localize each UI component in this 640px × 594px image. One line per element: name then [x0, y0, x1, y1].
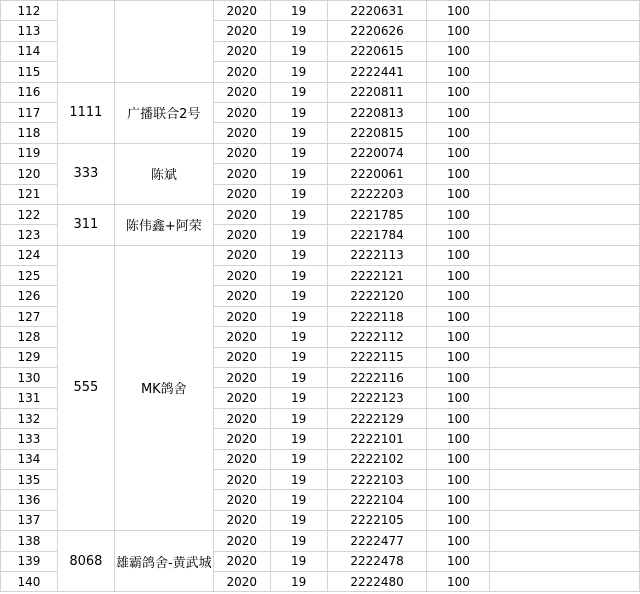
- count-cell[interactable]: 19: [270, 408, 327, 428]
- table-row: [1, 245, 640, 265]
- year-cell[interactable]: 2020: [213, 62, 270, 82]
- score-cell[interactable]: 100: [427, 571, 490, 591]
- score-cell[interactable]: 100: [427, 551, 490, 571]
- group-name-cell[interactable]: 陈斌: [114, 143, 213, 204]
- group-name-cell[interactable]: [114, 1, 213, 83]
- row-number-cell[interactable]: 128: [1, 327, 58, 347]
- row-number-cell[interactable]: 134: [1, 449, 58, 469]
- empty-cell[interactable]: [490, 388, 640, 408]
- score-cell[interactable]: 100: [427, 266, 490, 286]
- ring-number-cell[interactable]: 2222478: [327, 551, 427, 571]
- empty-cell[interactable]: [490, 62, 640, 82]
- count-cell[interactable]: 19: [270, 490, 327, 510]
- count-cell[interactable]: 19: [270, 327, 327, 347]
- empty-cell[interactable]: [490, 449, 640, 469]
- score-cell[interactable]: 100: [427, 225, 490, 245]
- ring-number-cell[interactable]: 2222203: [327, 184, 427, 204]
- row-number-cell[interactable]: 126: [1, 286, 58, 306]
- row-number-cell[interactable]: 117: [1, 102, 58, 122]
- score-cell[interactable]: 100: [427, 62, 490, 82]
- score-cell[interactable]: 100: [427, 429, 490, 449]
- empty-cell[interactable]: [490, 286, 640, 306]
- year-cell[interactable]: 2020: [213, 164, 270, 184]
- count-cell[interactable]: 19: [270, 62, 327, 82]
- count-cell[interactable]: 19: [270, 571, 327, 591]
- ring-number-cell[interactable]: 2222118: [327, 306, 427, 326]
- ring-number-cell[interactable]: 2222123: [327, 388, 427, 408]
- ring-number-cell[interactable]: 2222105: [327, 510, 427, 530]
- score-cell[interactable]: 100: [427, 143, 490, 163]
- ring-number-cell[interactable]: 2222104: [327, 490, 427, 510]
- year-cell[interactable]: 2020: [213, 286, 270, 306]
- count-cell[interactable]: 19: [270, 551, 327, 571]
- ring-number-cell[interactable]: 2222121: [327, 266, 427, 286]
- row-number-cell[interactable]: 122: [1, 204, 58, 224]
- ring-number-cell[interactable]: 2222115: [327, 347, 427, 367]
- row-number-cell[interactable]: 115: [1, 62, 58, 82]
- row-number-cell[interactable]: 125: [1, 266, 58, 286]
- row-number-cell[interactable]: 139: [1, 551, 58, 571]
- ring-number-cell[interactable]: 2220631: [327, 1, 427, 21]
- empty-cell[interactable]: [490, 164, 640, 184]
- year-cell[interactable]: 2020: [213, 82, 270, 102]
- empty-cell[interactable]: [490, 266, 640, 286]
- ring-number-cell[interactable]: 2220061: [327, 164, 427, 184]
- count-cell[interactable]: 19: [270, 306, 327, 326]
- year-cell[interactable]: 2020: [213, 571, 270, 591]
- count-cell[interactable]: 19: [270, 204, 327, 224]
- ring-number-cell[interactable]: 2220626: [327, 21, 427, 41]
- group-id-cell[interactable]: [57, 1, 114, 83]
- ring-number-cell[interactable]: 2222120: [327, 286, 427, 306]
- year-cell[interactable]: 2020: [213, 429, 270, 449]
- ring-number-cell[interactable]: 2222113: [327, 245, 427, 265]
- ring-number-cell[interactable]: 2222102: [327, 449, 427, 469]
- count-cell[interactable]: 19: [270, 164, 327, 184]
- year-cell[interactable]: 2020: [213, 490, 270, 510]
- row-number-cell[interactable]: 116: [1, 82, 58, 102]
- ring-number-cell[interactable]: 2222480: [327, 571, 427, 591]
- score-cell[interactable]: 100: [427, 531, 490, 551]
- group-id-cell[interactable]: 311: [57, 204, 114, 245]
- score-cell[interactable]: 100: [427, 1, 490, 21]
- empty-cell[interactable]: [490, 245, 640, 265]
- empty-cell[interactable]: [490, 143, 640, 163]
- count-cell[interactable]: 19: [270, 1, 327, 21]
- year-cell[interactable]: 2020: [213, 204, 270, 224]
- row-number-cell[interactable]: 113: [1, 21, 58, 41]
- empty-cell[interactable]: [490, 551, 640, 571]
- year-cell[interactable]: 2020: [213, 184, 270, 204]
- row-number-cell[interactable]: 124: [1, 245, 58, 265]
- score-cell[interactable]: 100: [427, 245, 490, 265]
- row-number-cell[interactable]: 112: [1, 1, 58, 21]
- score-cell[interactable]: 100: [427, 204, 490, 224]
- count-cell[interactable]: 19: [270, 510, 327, 530]
- row-number-cell[interactable]: 140: [1, 571, 58, 591]
- empty-cell[interactable]: [490, 184, 640, 204]
- group-id-cell[interactable]: 555: [57, 245, 114, 530]
- count-cell[interactable]: 19: [270, 21, 327, 41]
- year-cell[interactable]: 2020: [213, 449, 270, 469]
- empty-cell[interactable]: [490, 510, 640, 530]
- count-cell[interactable]: 19: [270, 531, 327, 551]
- year-cell[interactable]: 2020: [213, 306, 270, 326]
- row-number-cell[interactable]: 135: [1, 469, 58, 489]
- year-cell[interactable]: 2020: [213, 21, 270, 41]
- score-cell[interactable]: 100: [427, 164, 490, 184]
- year-cell[interactable]: 2020: [213, 41, 270, 61]
- row-number-cell[interactable]: 114: [1, 41, 58, 61]
- empty-cell[interactable]: [490, 41, 640, 61]
- ring-number-cell[interactable]: 2220811: [327, 82, 427, 102]
- count-cell[interactable]: 19: [270, 266, 327, 286]
- count-cell[interactable]: 19: [270, 286, 327, 306]
- count-cell[interactable]: 19: [270, 41, 327, 61]
- score-cell[interactable]: 100: [427, 327, 490, 347]
- score-cell[interactable]: 100: [427, 368, 490, 388]
- year-cell[interactable]: 2020: [213, 388, 270, 408]
- row-number-cell[interactable]: 120: [1, 164, 58, 184]
- count-cell[interactable]: 19: [270, 449, 327, 469]
- year-cell[interactable]: 2020: [213, 347, 270, 367]
- score-cell[interactable]: 100: [427, 123, 490, 143]
- row-number-cell[interactable]: 127: [1, 306, 58, 326]
- count-cell[interactable]: 19: [270, 143, 327, 163]
- year-cell[interactable]: 2020: [213, 143, 270, 163]
- ring-number-cell[interactable]: 2221785: [327, 204, 427, 224]
- year-cell[interactable]: 2020: [213, 551, 270, 571]
- table-row: [1, 204, 640, 224]
- year-cell[interactable]: 2020: [213, 123, 270, 143]
- ring-number-cell[interactable]: 2222116: [327, 368, 427, 388]
- score-cell[interactable]: 100: [427, 449, 490, 469]
- group-id-cell[interactable]: 1111: [57, 82, 114, 143]
- ring-number-cell[interactable]: 2220615: [327, 41, 427, 61]
- row-number-cell[interactable]: 138: [1, 531, 58, 551]
- empty-cell[interactable]: [490, 531, 640, 551]
- ring-number-cell[interactable]: 2222112: [327, 327, 427, 347]
- empty-cell[interactable]: [490, 1, 640, 21]
- group-name-cell[interactable]: 雄霸鸽舍-黄武城: [114, 531, 213, 592]
- empty-cell[interactable]: [490, 21, 640, 41]
- row-number-cell[interactable]: 133: [1, 429, 58, 449]
- empty-cell[interactable]: [490, 306, 640, 326]
- score-cell[interactable]: 100: [427, 102, 490, 122]
- year-cell[interactable]: 2020: [213, 469, 270, 489]
- empty-cell[interactable]: [490, 225, 640, 245]
- score-cell[interactable]: 100: [427, 469, 490, 489]
- score-cell[interactable]: 100: [427, 41, 490, 61]
- row-number-cell[interactable]: 136: [1, 490, 58, 510]
- empty-cell[interactable]: [490, 204, 640, 224]
- year-cell[interactable]: 2020: [213, 408, 270, 428]
- empty-cell[interactable]: [490, 490, 640, 510]
- empty-cell[interactable]: [490, 408, 640, 428]
- empty-cell[interactable]: [490, 429, 640, 449]
- score-cell[interactable]: 100: [427, 82, 490, 102]
- count-cell[interactable]: 19: [270, 184, 327, 204]
- ring-number-cell[interactable]: 2222103: [327, 469, 427, 489]
- year-cell[interactable]: 2020: [213, 327, 270, 347]
- score-cell[interactable]: 100: [427, 184, 490, 204]
- year-cell[interactable]: 2020: [213, 531, 270, 551]
- ring-number-cell[interactable]: 2222477: [327, 531, 427, 551]
- score-cell[interactable]: 100: [427, 306, 490, 326]
- ring-number-cell[interactable]: 2222129: [327, 408, 427, 428]
- year-cell[interactable]: 2020: [213, 510, 270, 530]
- score-cell[interactable]: 100: [427, 21, 490, 41]
- ring-number-cell[interactable]: 2220074: [327, 143, 427, 163]
- count-cell[interactable]: 19: [270, 82, 327, 102]
- count-cell[interactable]: 19: [270, 347, 327, 367]
- row-number-cell[interactable]: 118: [1, 123, 58, 143]
- score-cell[interactable]: 100: [427, 286, 490, 306]
- row-number-cell[interactable]: 131: [1, 388, 58, 408]
- score-cell[interactable]: 100: [427, 490, 490, 510]
- score-cell[interactable]: 100: [427, 388, 490, 408]
- count-cell[interactable]: 19: [270, 102, 327, 122]
- count-cell[interactable]: 19: [270, 225, 327, 245]
- empty-cell[interactable]: [490, 82, 640, 102]
- empty-cell[interactable]: [490, 368, 640, 388]
- count-cell[interactable]: 19: [270, 123, 327, 143]
- year-cell[interactable]: 2020: [213, 225, 270, 245]
- group-name-cell[interactable]: 陈伟鑫+阿荣: [114, 204, 213, 245]
- empty-cell[interactable]: [490, 102, 640, 122]
- ring-number-cell[interactable]: 2220815: [327, 123, 427, 143]
- ring-number-cell[interactable]: 2221784: [327, 225, 427, 245]
- count-cell[interactable]: 19: [270, 245, 327, 265]
- year-cell[interactable]: 2020: [213, 102, 270, 122]
- row-number-cell[interactable]: 130: [1, 368, 58, 388]
- row-number-cell[interactable]: 132: [1, 408, 58, 428]
- ring-number-cell[interactable]: 2222101: [327, 429, 427, 449]
- score-cell[interactable]: 100: [427, 510, 490, 530]
- row-number-cell[interactable]: 129: [1, 347, 58, 367]
- ring-number-cell[interactable]: 2220813: [327, 102, 427, 122]
- row-number-cell[interactable]: 123: [1, 225, 58, 245]
- table-row: [1, 531, 640, 551]
- count-cell[interactable]: 19: [270, 368, 327, 388]
- count-cell[interactable]: 19: [270, 469, 327, 489]
- year-cell[interactable]: 2020: [213, 368, 270, 388]
- count-cell[interactable]: 19: [270, 429, 327, 449]
- empty-cell[interactable]: [490, 469, 640, 489]
- ring-number-cell[interactable]: 2222441: [327, 62, 427, 82]
- row-number-cell[interactable]: 137: [1, 510, 58, 530]
- row-number-cell[interactable]: 121: [1, 184, 58, 204]
- year-cell[interactable]: 2020: [213, 266, 270, 286]
- empty-cell[interactable]: [490, 327, 640, 347]
- table-row: [1, 143, 640, 163]
- table-row: [1, 1, 640, 21]
- table-row: [1, 82, 640, 102]
- group-id-cell[interactable]: 8068: [57, 531, 114, 592]
- group-name-cell[interactable]: MK鸽舍: [114, 245, 213, 530]
- score-cell[interactable]: 100: [427, 347, 490, 367]
- group-id-cell[interactable]: 333: [57, 143, 114, 204]
- count-cell[interactable]: 19: [270, 388, 327, 408]
- group-name-cell[interactable]: 广播联合2号: [114, 82, 213, 143]
- score-cell[interactable]: 100: [427, 408, 490, 428]
- empty-cell[interactable]: [490, 123, 640, 143]
- empty-cell[interactable]: [490, 571, 640, 591]
- year-cell[interactable]: 2020: [213, 1, 270, 21]
- empty-cell[interactable]: [490, 347, 640, 367]
- row-number-cell[interactable]: 119: [1, 143, 58, 163]
- year-cell[interactable]: 2020: [213, 245, 270, 265]
